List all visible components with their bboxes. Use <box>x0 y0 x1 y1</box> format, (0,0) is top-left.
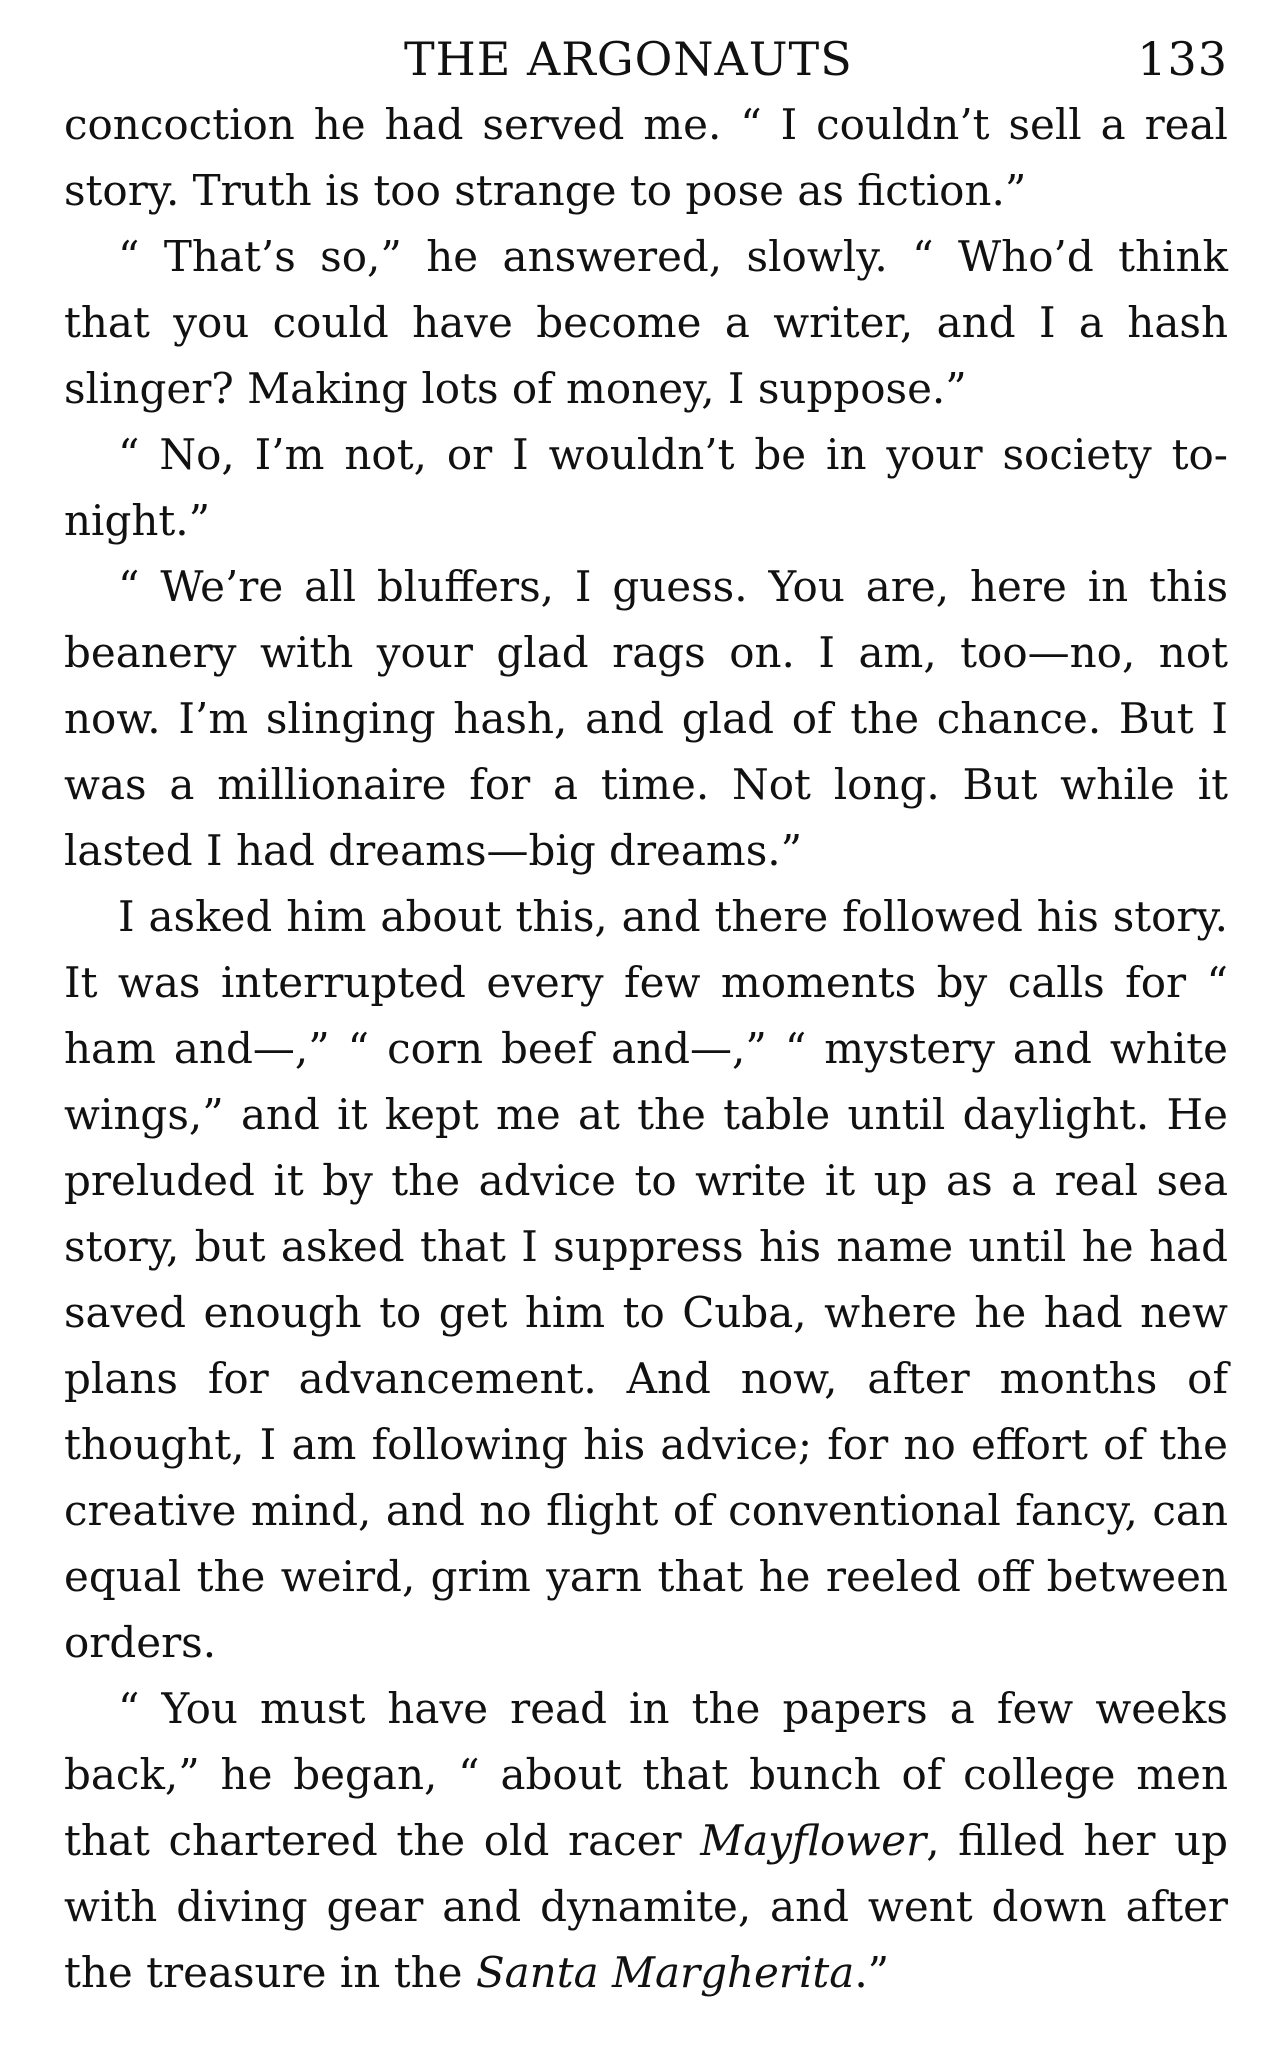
paragraph <box>64 92 1228 224</box>
paragraph <box>64 554 1228 884</box>
body-text <box>64 92 1228 2006</box>
running-head <box>64 28 1228 90</box>
paragraph <box>64 422 1228 554</box>
paragraph <box>64 884 1228 1676</box>
text-run: “ You must have read in the papers a few weeks back,” he began, “ about that bunch of college men that chartered the old racer <box>64 1684 1228 1865</box>
book-page <box>64 28 1228 2006</box>
text-run: “ That’s so,” he answered, slowly. “ Who’d think that you could have become a writer, and I a hash slinger? Making lots of money, I suppose.” <box>64 232 1228 413</box>
text-run: , filled her up with diving gear and dynamite, and went down after the treasure in the <box>64 1816 1228 1997</box>
text-run: I asked him about this, and there followed his story. It was interrupted every few moments by calls for “ ham and—,” “ corn beef and—,” “ mystery and white wings,” and it kept me at the table until daylight. He preluded it by the advice to write it up as a real sea story, but asked that I suppress his name until he had saved enough to get him to Cuba, where he had new plans for advancement. And now, after months of thought, I am following his advice; for no effort of the creative mind, and no flight of conventional fancy, can equal the weird, grim yarn that he reeled off between orders. <box>64 892 1228 1667</box>
running-title: THE ARGONAUTS <box>404 32 853 86</box>
text-run: .” <box>854 1948 890 1997</box>
paragraph <box>64 1676 1228 2006</box>
text-run: “ We’re all bluffers, I guess. You are, here in this beanery with your glad rags on. I am, too—no, not now. I’m slinging hash, and glad of the chance. But I was a millionaire for a time. Not long. But while it lasted I had dreams—big dreams.” <box>64 562 1228 875</box>
ship-name-mayflower: Mayflower <box>700 1816 927 1865</box>
ship-name-santa-margherita: Santa Margherita <box>475 1948 855 1997</box>
paragraph <box>64 224 1228 422</box>
page-number: 133 <box>1137 32 1228 86</box>
text-run: “ No, I’m not, or I wouldn’t be in your society to-night.” <box>64 430 1228 545</box>
text-run: concoction he had served me. “ I couldn’t sell a real story. Truth is too strange to pose as fiction.” <box>64 100 1228 215</box>
